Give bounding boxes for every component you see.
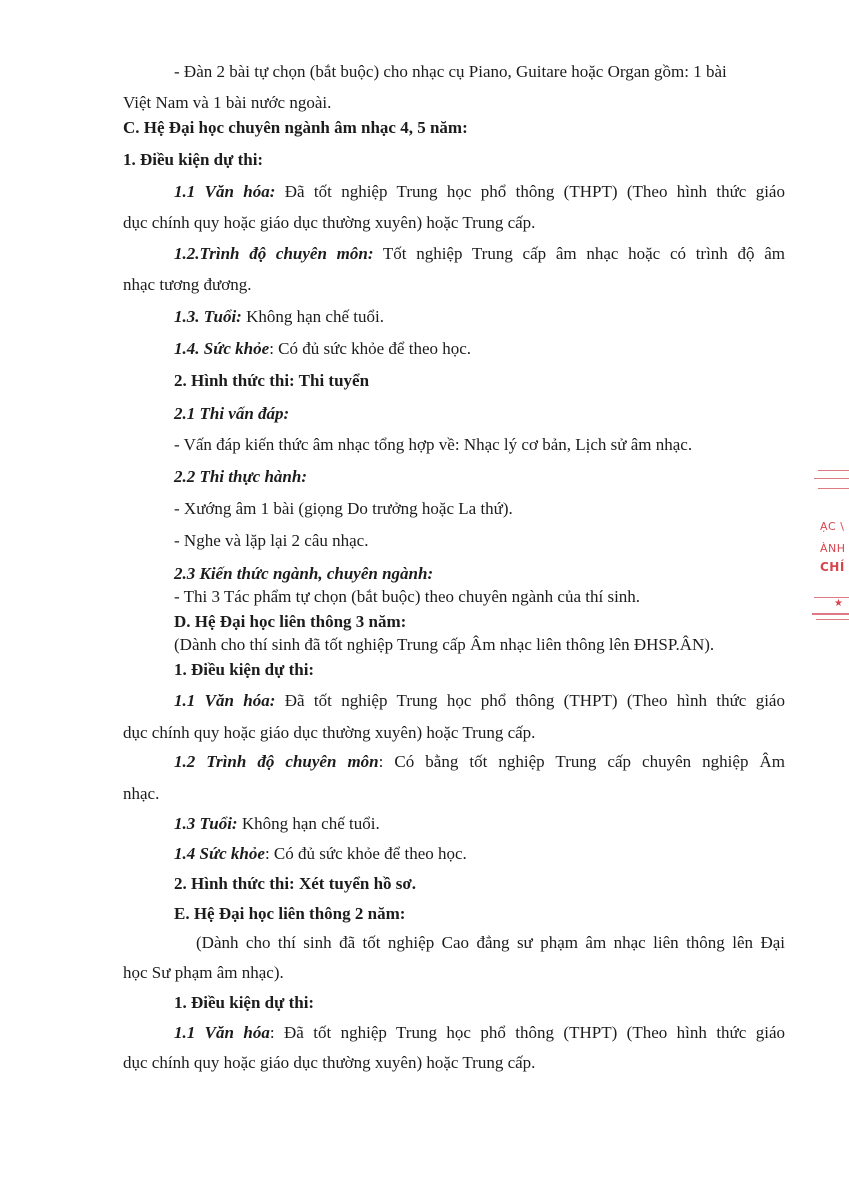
text-line: - Xướng âm 1 bài (giọng Do trưởng hoặc La thứ). xyxy=(174,499,513,518)
text-line: 1.4 Sức khỏe: Có đủ sức khỏe để theo học. xyxy=(174,844,467,863)
text-line: nhạc tương đương. xyxy=(123,275,252,294)
text-line: 1.1 Văn hóa: Đã tốt nghiệp Trung học phổ thông (THPT) (Theo hình thức giáo xyxy=(174,691,785,710)
text-line: nhạc. xyxy=(123,784,160,803)
subheading: 2. Hình thức thi: Thi tuyển xyxy=(174,371,370,390)
text-line: 1.2 Trình độ chuyên môn: Có bằng tốt nghiệp Trung cấp chuyên nghiệp Âm xyxy=(174,752,785,771)
seal-text: ÀNH xyxy=(820,542,846,555)
seal-line xyxy=(816,619,849,620)
subheading: 2.2 Thi thực hành: xyxy=(174,467,307,486)
seal-line xyxy=(814,478,849,479)
subheading: 2.3 Kiến thức ngành, chuyên ngành: xyxy=(174,564,434,583)
text-line: (Dành cho thí sinh đã tốt nghiệp Trung cấp Âm nhạc liên thông lên ĐHSP.ÂN). xyxy=(174,635,715,654)
text-line: (Dành cho thí sinh đã tốt nghiệp Cao đẳng sư phạm âm nhạc liên thông lên Đại xyxy=(196,933,785,952)
text-line: 1.3. Tuổi: Không hạn chế tuổi. xyxy=(174,307,384,326)
subheading: 2.1 Thi vấn đáp: xyxy=(174,404,290,423)
text-line: - Vấn đáp kiến thức âm nhạc tổng hợp về: Nhạc lý cơ bản, Lịch sử âm nhạc. xyxy=(174,435,693,454)
text-line: dục chính quy hoặc giáo dục thường xuyên) hoặc Trung cấp. xyxy=(123,213,536,232)
text-line: 1.4. Sức khỏe: Có đủ sức khỏe để theo học. xyxy=(174,339,472,358)
subheading: 1. Điều kiện dự thi: xyxy=(174,660,315,679)
text-line: dục chính quy hoặc giáo dục thường xuyên) hoặc Trung cấp. xyxy=(123,723,536,742)
seal-stamp xyxy=(808,462,849,632)
text-line: - Đàn 2 bài tự chọn (bắt buộc) cho nhạc cụ Piano, Guitare hoặc Organ gồm: 1 bài xyxy=(174,62,727,81)
text-line: 1.1 Văn hóa: Đã tốt nghiệp Trung học phổ thông (THPT) (Theo hình thức giáo xyxy=(174,182,785,201)
star-icon: ★ xyxy=(834,598,844,609)
subheading: 1. Điều kiện dự thi: xyxy=(123,150,264,169)
text-line: - Nghe và lặp lại 2 câu nhạc. xyxy=(174,531,369,550)
seal-text: CHÍ xyxy=(820,560,845,574)
text-line: dục chính quy hoặc giáo dục thường xuyên) hoặc Trung cấp. xyxy=(123,1053,536,1072)
text-line: 1.2.Trình độ chuyên môn: Tốt nghiệp Trung cấp âm nhạc hoặc có trình độ âm xyxy=(174,244,786,263)
subheading: 1. Điều kiện dự thi: xyxy=(174,993,315,1012)
seal-text: ẠC \ xyxy=(820,520,845,533)
section-heading-c: C. Hệ Đại học chuyên ngành âm nhạc 4, 5 năm: xyxy=(123,118,468,137)
text-line: 1.3 Tuổi: Không hạn chế tuổi. xyxy=(174,814,380,833)
seal-line xyxy=(814,597,849,598)
seal-line xyxy=(812,613,849,615)
seal-line xyxy=(818,470,849,471)
seal-line xyxy=(818,488,849,489)
text-line: Việt Nam và 1 bài nước ngoài. xyxy=(123,93,332,112)
section-heading-d: D. Hệ Đại học liên thông 3 năm: xyxy=(174,612,407,631)
section-heading-e: E. Hệ Đại học liên thông 2 năm: xyxy=(174,904,406,923)
text-line: học Sư phạm âm nhạc). xyxy=(123,963,284,982)
text-line: 1.1 Văn hóa: Đã tốt nghiệp Trung học phổ thông (THPT) (Theo hình thức giáo xyxy=(174,1023,786,1042)
subheading: 2. Hình thức thi: Xét tuyển hồ sơ. xyxy=(174,874,417,893)
text-line: - Thi 3 Tác phẩm tự chọn (bắt buộc) theo chuyên ngành của thí sinh. xyxy=(174,587,641,606)
